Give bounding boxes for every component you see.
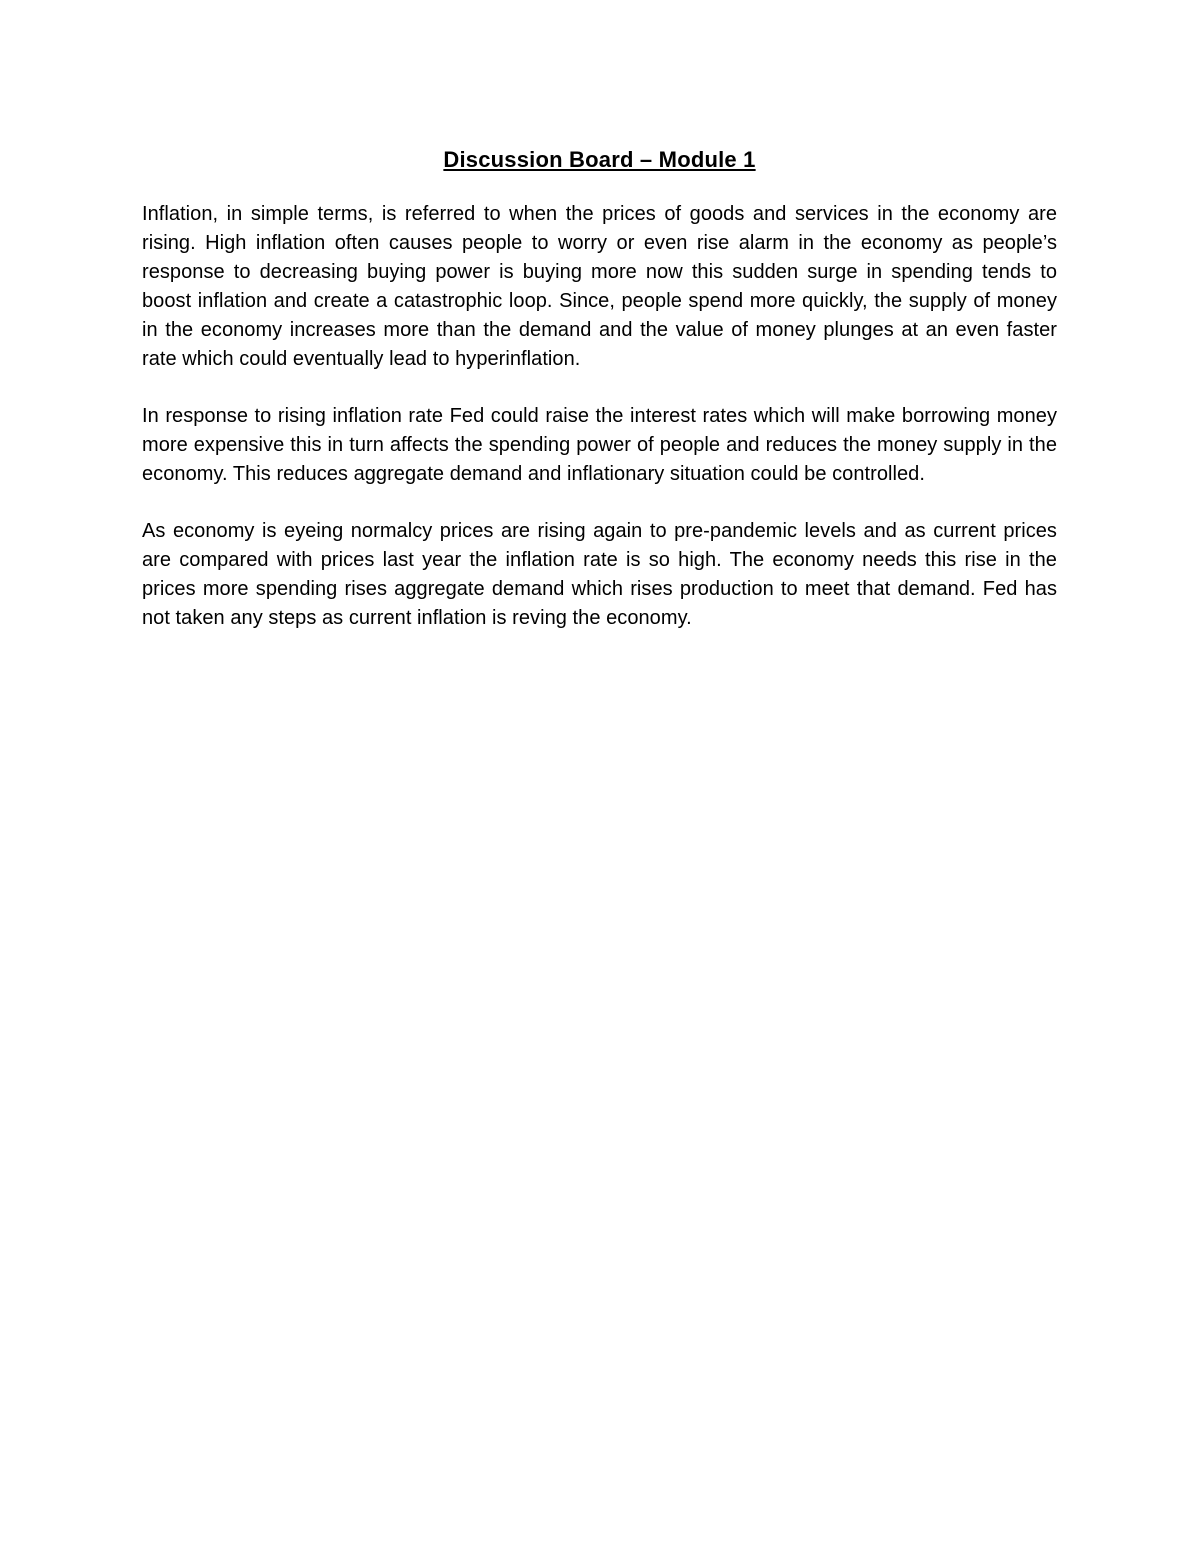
- paragraph-fed-response: In response to rising inflation rate Fed could raise the interest rates which will make borrowing money more expensive this in turn affects the spending power of people and reduces the money supply in the economy. This reduces aggregate demand and inflationary situation could be controlled.: [142, 405, 1057, 485]
- paragraph-current-economy: As economy is eyeing normalcy prices are rising again to pre-pandemic levels and as current prices are compared with prices last year the inflation rate is so high. The economy needs this rise in the prices more spending rises aggregate demand which rises production to meet that demand. Fed has not taken any steps as current inflation is reving the economy.: [142, 520, 1057, 629]
- document-body: [142, 142, 1057, 661]
- document-title: Discussion Board – Module 1: [443, 147, 756, 172]
- paragraph-inflation-definition: Inflation, in simple terms, is referred to when the prices of goods and services in the economy are rising. High inflation often causes people to worry or even rise alarm in the economy as people’s response to decreasing buying power is buying more now this sudden surge in spending tends to boost inflation and create a catastrophic loop. Since, people spend more quickly, the supply of money in the economy increases more than the demand and the value of money plunges at an even faster rate which could eventually lead to hyperinflation.: [142, 203, 1057, 370]
